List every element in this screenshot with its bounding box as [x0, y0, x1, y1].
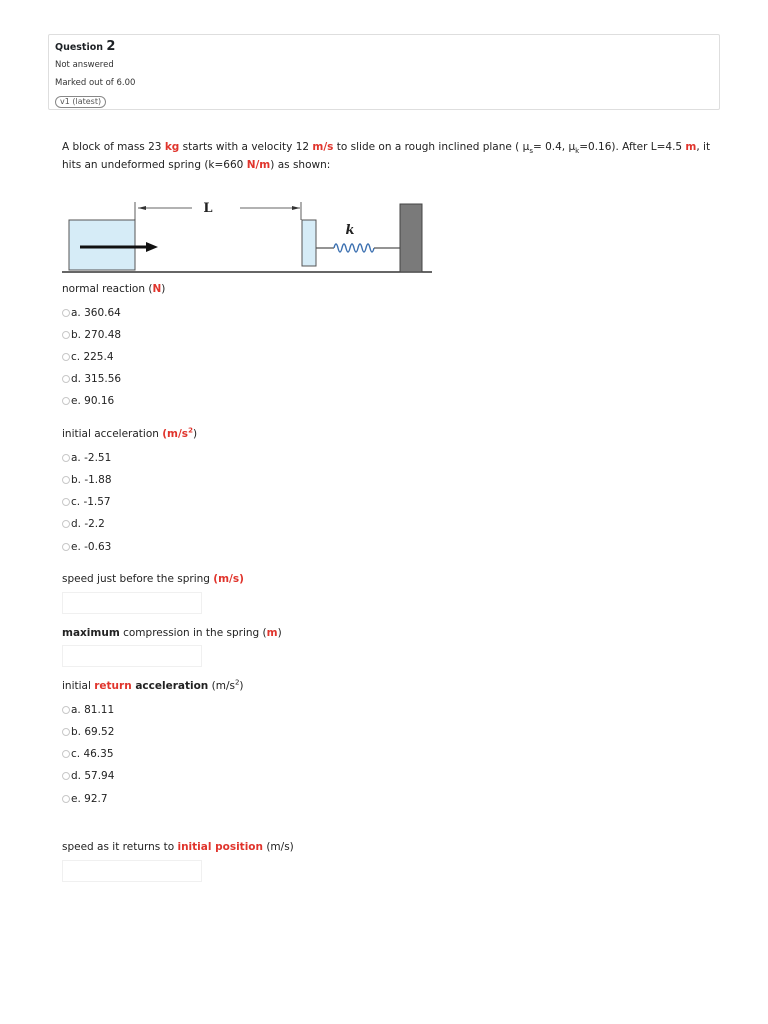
- question-marks: Marked out of 6.00: [55, 78, 136, 88]
- spring-constant-label: k: [345, 223, 355, 238]
- part-2-option-c[interactable]: c. -1.57: [62, 495, 111, 509]
- part-2-option-a[interactable]: a. -2.51: [62, 451, 111, 465]
- part-5-option-c[interactable]: c. 46.35: [62, 747, 114, 761]
- speed-before-spring-input[interactable]: [62, 592, 202, 614]
- question-title: [55, 40, 719, 55]
- part-2-label: initial acceleration $(m/s^2)$: [62, 426, 198, 440]
- part-1-label: normal reaction (N): [62, 283, 166, 295]
- part-5-option-e[interactable]: e. 92.7: [62, 792, 108, 806]
- question-number: 2: [106, 39, 116, 54]
- part-5-option-a[interactable]: a. 81.11: [62, 703, 114, 717]
- version-badge[interactable]: v1 (latest): [55, 96, 106, 108]
- radio-button[interactable]: [62, 543, 70, 551]
- wall: [400, 204, 422, 272]
- radio-button[interactable]: [62, 706, 70, 714]
- part-5-label: initial return acceleration $(m/s^2)$: [62, 678, 244, 692]
- radio-button[interactable]: [62, 375, 70, 383]
- part-1-option-d[interactable]: d. 315.56: [62, 372, 121, 386]
- part-2-option-e[interactable]: e. -0.63: [62, 540, 111, 554]
- part-1-option-b[interactable]: b. 270.48: [62, 328, 121, 342]
- part-4-label: maximum compression in the spring (m): [62, 627, 282, 639]
- radio-button[interactable]: [62, 476, 70, 484]
- dimension-arrow-right: [292, 206, 300, 210]
- radio-button[interactable]: [62, 454, 70, 462]
- return-speed-input[interactable]: [62, 860, 202, 882]
- part-1-option-e[interactable]: e. 90.16: [62, 394, 114, 408]
- question-status: Not answered: [55, 60, 114, 70]
- velocity-arrow-head: [146, 242, 158, 252]
- question-label: Question: [55, 42, 104, 53]
- radio-button[interactable]: [62, 353, 70, 361]
- part-2-option-d[interactable]: d. -2.2: [62, 517, 105, 531]
- question-prompt-line-1: A block of mass 23 kg starts with a velocity 12 m/s to slide on a rough inclined plane ( $\mu_s= 0.4$, $\mu_k=0.16$). After L=4.5 m, it: [62, 141, 711, 156]
- radio-button[interactable]: [62, 750, 70, 758]
- question-prompt-line-2: hits an undeformed spring (k=660 N/m) as shown:: [62, 159, 331, 171]
- dimension-arrow-left: [138, 206, 146, 210]
- part-1-option-a[interactable]: a. 360.64: [62, 306, 121, 320]
- radio-button[interactable]: [62, 309, 70, 317]
- radio-button[interactable]: [62, 520, 70, 528]
- question-info-box: [48, 34, 720, 110]
- part-6-label: speed as it returns to initial position (m/s): [62, 841, 294, 853]
- block-spring-diagram: [60, 198, 440, 278]
- length-label: L: [203, 201, 213, 216]
- block: [69, 220, 135, 270]
- part-1-option-c[interactable]: c. 225.4: [62, 350, 114, 364]
- max-compression-input[interactable]: [62, 645, 202, 667]
- part-5-option-d[interactable]: d. 57.94: [62, 769, 114, 783]
- radio-button[interactable]: [62, 397, 70, 405]
- radio-button[interactable]: [62, 772, 70, 780]
- radio-button[interactable]: [62, 795, 70, 803]
- spring-coil: [334, 244, 374, 252]
- spring-end-plate: [302, 220, 316, 266]
- part-2-option-b[interactable]: b. -1.88: [62, 473, 112, 487]
- radio-button[interactable]: [62, 498, 70, 506]
- part-3-label: speed just before the spring (m/s): [62, 573, 244, 585]
- radio-button[interactable]: [62, 728, 70, 736]
- radio-button[interactable]: [62, 331, 70, 339]
- part-5-option-b[interactable]: b. 69.52: [62, 725, 114, 739]
